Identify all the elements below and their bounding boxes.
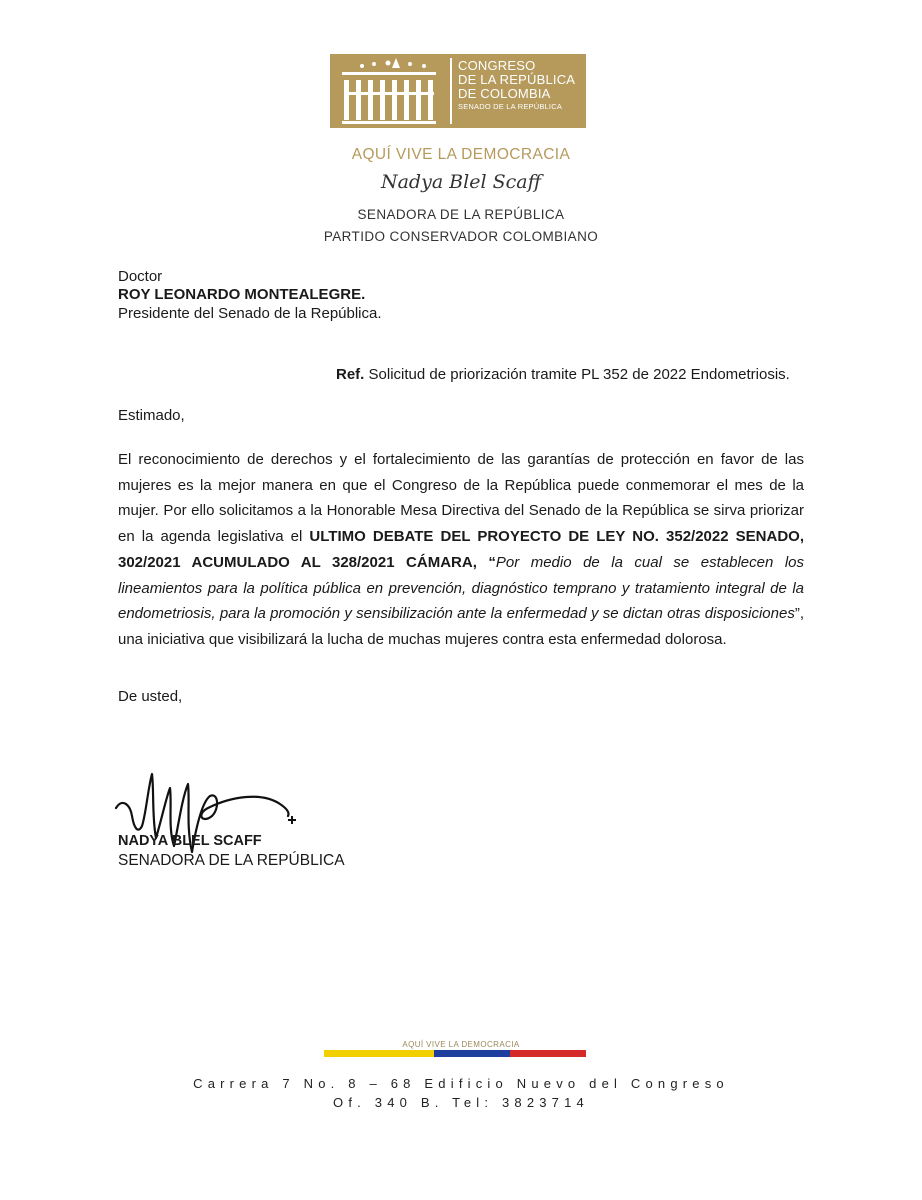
header-title-line1: SENADORA DE LA REPÚBLICA <box>357 207 565 222</box>
closing: De usted, <box>118 688 183 705</box>
signer-name: NADYA BLEL SCAFF <box>118 833 262 849</box>
logo-line: DE LA REPÚBLICA <box>458 72 576 87</box>
body-bill-title: ULTIMO DEBATE DEL PROYECTO DE LEY NO. 352/2022 SENADO, 302/2021 ACUMULADO AL 328/2021 CÁMARA, “ <box>118 528 804 571</box>
body-text: El reconocimiento de derechos y el fortalecimiento de las garantías de protección en favor de las mujeres es la mejor manera en que el Congreso de la República puede conmemorar el mes de la mujer. Por ello solicitamos a la Honorable Mesa Directiva del Senado de la República se sirva priorizar en la agenda legislativa el <box>118 451 804 546</box>
recipient-salutation: Doctor <box>118 268 163 285</box>
header-motto: AQUÍ VIVE LA DEMOCRACIA <box>351 146 571 163</box>
body-text-end: ”, una iniciativa que visibilizará la lucha de muchas mujeres contra esta enfermedad dolorosa. <box>118 605 804 648</box>
footer-motto: AQUÍ VIVE LA DEMOCRACIA <box>402 1040 520 1049</box>
flag-red <box>510 1050 586 1057</box>
congress-logo <box>330 54 586 128</box>
logo-divider <box>450 58 452 124</box>
greeting: Estimado, <box>118 407 185 424</box>
flag-blue <box>434 1050 510 1057</box>
signer-title: SENADORA DE LA REPÚBLICA <box>118 852 345 869</box>
body-paragraph <box>118 447 804 653</box>
reference-line <box>336 364 790 386</box>
recipient-position: Presidente del Senado de la República. <box>118 305 382 322</box>
colombia-flag-stripe <box>324 1050 586 1057</box>
logo-text <box>458 59 575 113</box>
footer-address-line1: Carrera 7 No. 8 – 68 Edificio Nuevo del Congreso <box>193 1076 729 1091</box>
logo-line: CONGRESO <box>458 58 536 73</box>
logo-line: SENADO DE LA REPÚBLICA <box>458 102 563 111</box>
footer-address-line2: Of. 340 B. Tel: 3823714 <box>333 1095 589 1110</box>
capitol-emblem-icon <box>330 54 448 128</box>
reference-text: Solicitud de priorización tramite PL 352 de 2022 Endometriosis. <box>364 366 790 383</box>
recipient-name: ROY LEONARDO MONTEALEGRE. <box>118 286 366 303</box>
reference-label: Ref. <box>336 366 365 383</box>
flag-yellow <box>324 1050 434 1057</box>
header-title-line2: PARTIDO CONSERVADOR COLOMBIANO <box>323 229 599 244</box>
body-bill-description: Por medio de la cual se establecen los lineamientos para la política pública en prevención, diagnóstico temprano y tratamiento integral de la endometriosis, para la promoción y sensibilización ante la enfermedad y se dictan otras disposiciones <box>118 553 804 623</box>
header-signature-name: Nadya Blel Scaff <box>380 171 542 193</box>
logo-line: DE COLOMBIA <box>458 86 551 101</box>
